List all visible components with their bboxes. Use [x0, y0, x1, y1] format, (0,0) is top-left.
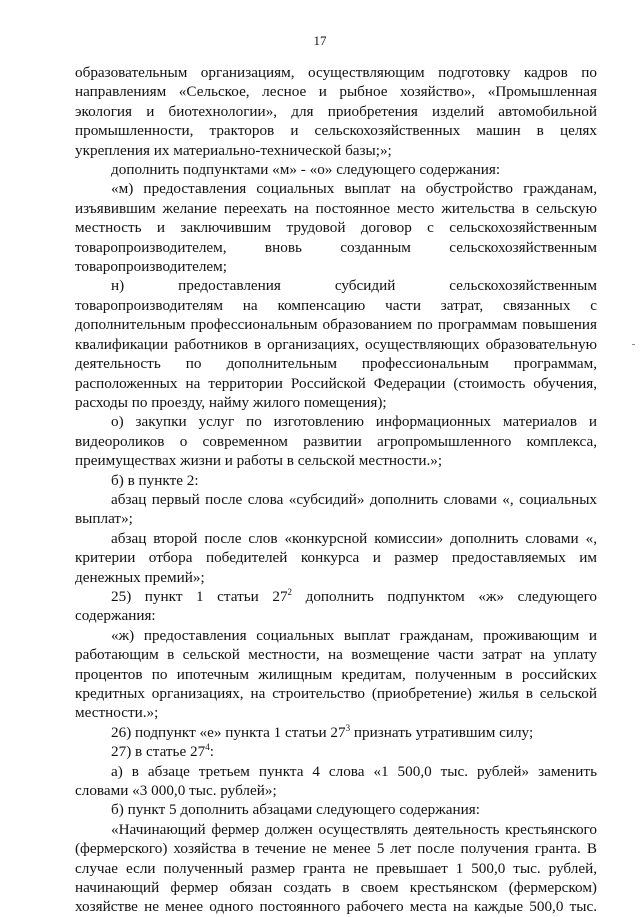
margin-mark: [632, 344, 635, 345]
paragraph: о) закупки услуг по изготовлению информационных материалов и видеороликов о современном развитии агропромышленного комплекса, преимуществах жизни и работы в сельской местности.»;: [75, 413, 597, 470]
article-superscript: 2: [287, 586, 293, 597]
paragraph: «ж) предоставления социальных выплат гражданам, проживающим и работающим в сельской местности, на возмещение части затрат на уплату процентов по ипотечным жилищным кредитам, полученным в российских кредитных организациях, на строительство (приобретение) жилья в сельской местности.»;: [75, 626, 597, 722]
article-superscript: 3: [345, 722, 351, 733]
article-superscript: 4: [205, 742, 210, 753]
paragraph: абзац первый после слова «субсидий» дополнить словами «, социальных выплат»;: [75, 490, 597, 528]
paragraph: [75, 742, 597, 761]
document-body: [75, 63, 597, 917]
paragraph: «м) предоставления социальных выплат на обустройство гражданам, изъявившим желание переехать на постоянное место жительства в сельскую местность и заключившим трудовой договор с сельскохозяйственным товаропроизводителем, вновь созданным сельскохозяйственным товаропроизводителем;: [75, 180, 597, 276]
paragraph: [75, 587, 597, 626]
page-number: 17: [313, 33, 327, 48]
paragraph: образовательным организациям, осуществляющим подготовку кадров по направлениям «Сельское, лесное и рыбное хозяйство», «Промышленная экология и биотехнологии», для приобретения изделий автомобильной промышленности, тракторов и сельскохозяйственных машин в целях укрепления их материально-технической базы;»;: [75, 64, 597, 159]
paragraph-text: 25) пункт 1 статьи 27: [111, 587, 288, 605]
paragraph: [75, 723, 597, 742]
paragraph-text: 27) в статье 27: [111, 743, 206, 761]
paragraph-text: 26) подпункт «е» пункта 1 статьи 27: [111, 723, 346, 741]
paragraph: абзац второй после слов «конкурсной комиссии» дополнить словами «, критерии отбора победителей конкурса и размер предоставляемых им денежных премий»;: [75, 529, 597, 586]
paragraph-text: :: [209, 743, 214, 761]
paragraph: дополнить подпунктами «м» - «о» следующего содержания:: [111, 161, 501, 179]
paragraph: б) пункт 5 дополнить абзацами следующего содержания:: [111, 801, 480, 819]
paragraph: а) в абзаце третьем пункта 4 слова «1 500,0 тыс. рублей» заменить словами «3 000,0 тыс. рублей»;: [75, 762, 597, 800]
paragraph: н) предоставления субсидий сельскохозяйственным товаропроизводителям на компенсацию части затрат, связанных с дополнительным профессиональным образованием по программам повышения квалификации работников в организациях, осуществляющих образовательную деятельность по дополнительным профессиональным программам, расположенных на территории Российской Федерации (стоимость обучения, расходы по проезду, найму жилого помещения);: [75, 277, 597, 411]
paragraph-text: дополнить подпунктом «ж» следующего содержания:: [75, 587, 598, 625]
paragraph: «Начинающий фермер должен осуществлять деятельность крестьянского (фермерского) хозяйства в течение не менее 5 лет после получения гранта. В случае если полученный размер гранта не превышает 1 500,0 тыс. рублей, начинающий фермер обязан создать в своем крестьянском (фермерском) хозяйстве не менее одного постоянного рабочего места на каждые 500,0 тыс.: [75, 820, 597, 916]
paragraph-text: признать утратившим силу;: [350, 723, 534, 741]
paragraph: б) в пункте 2:: [111, 471, 199, 489]
